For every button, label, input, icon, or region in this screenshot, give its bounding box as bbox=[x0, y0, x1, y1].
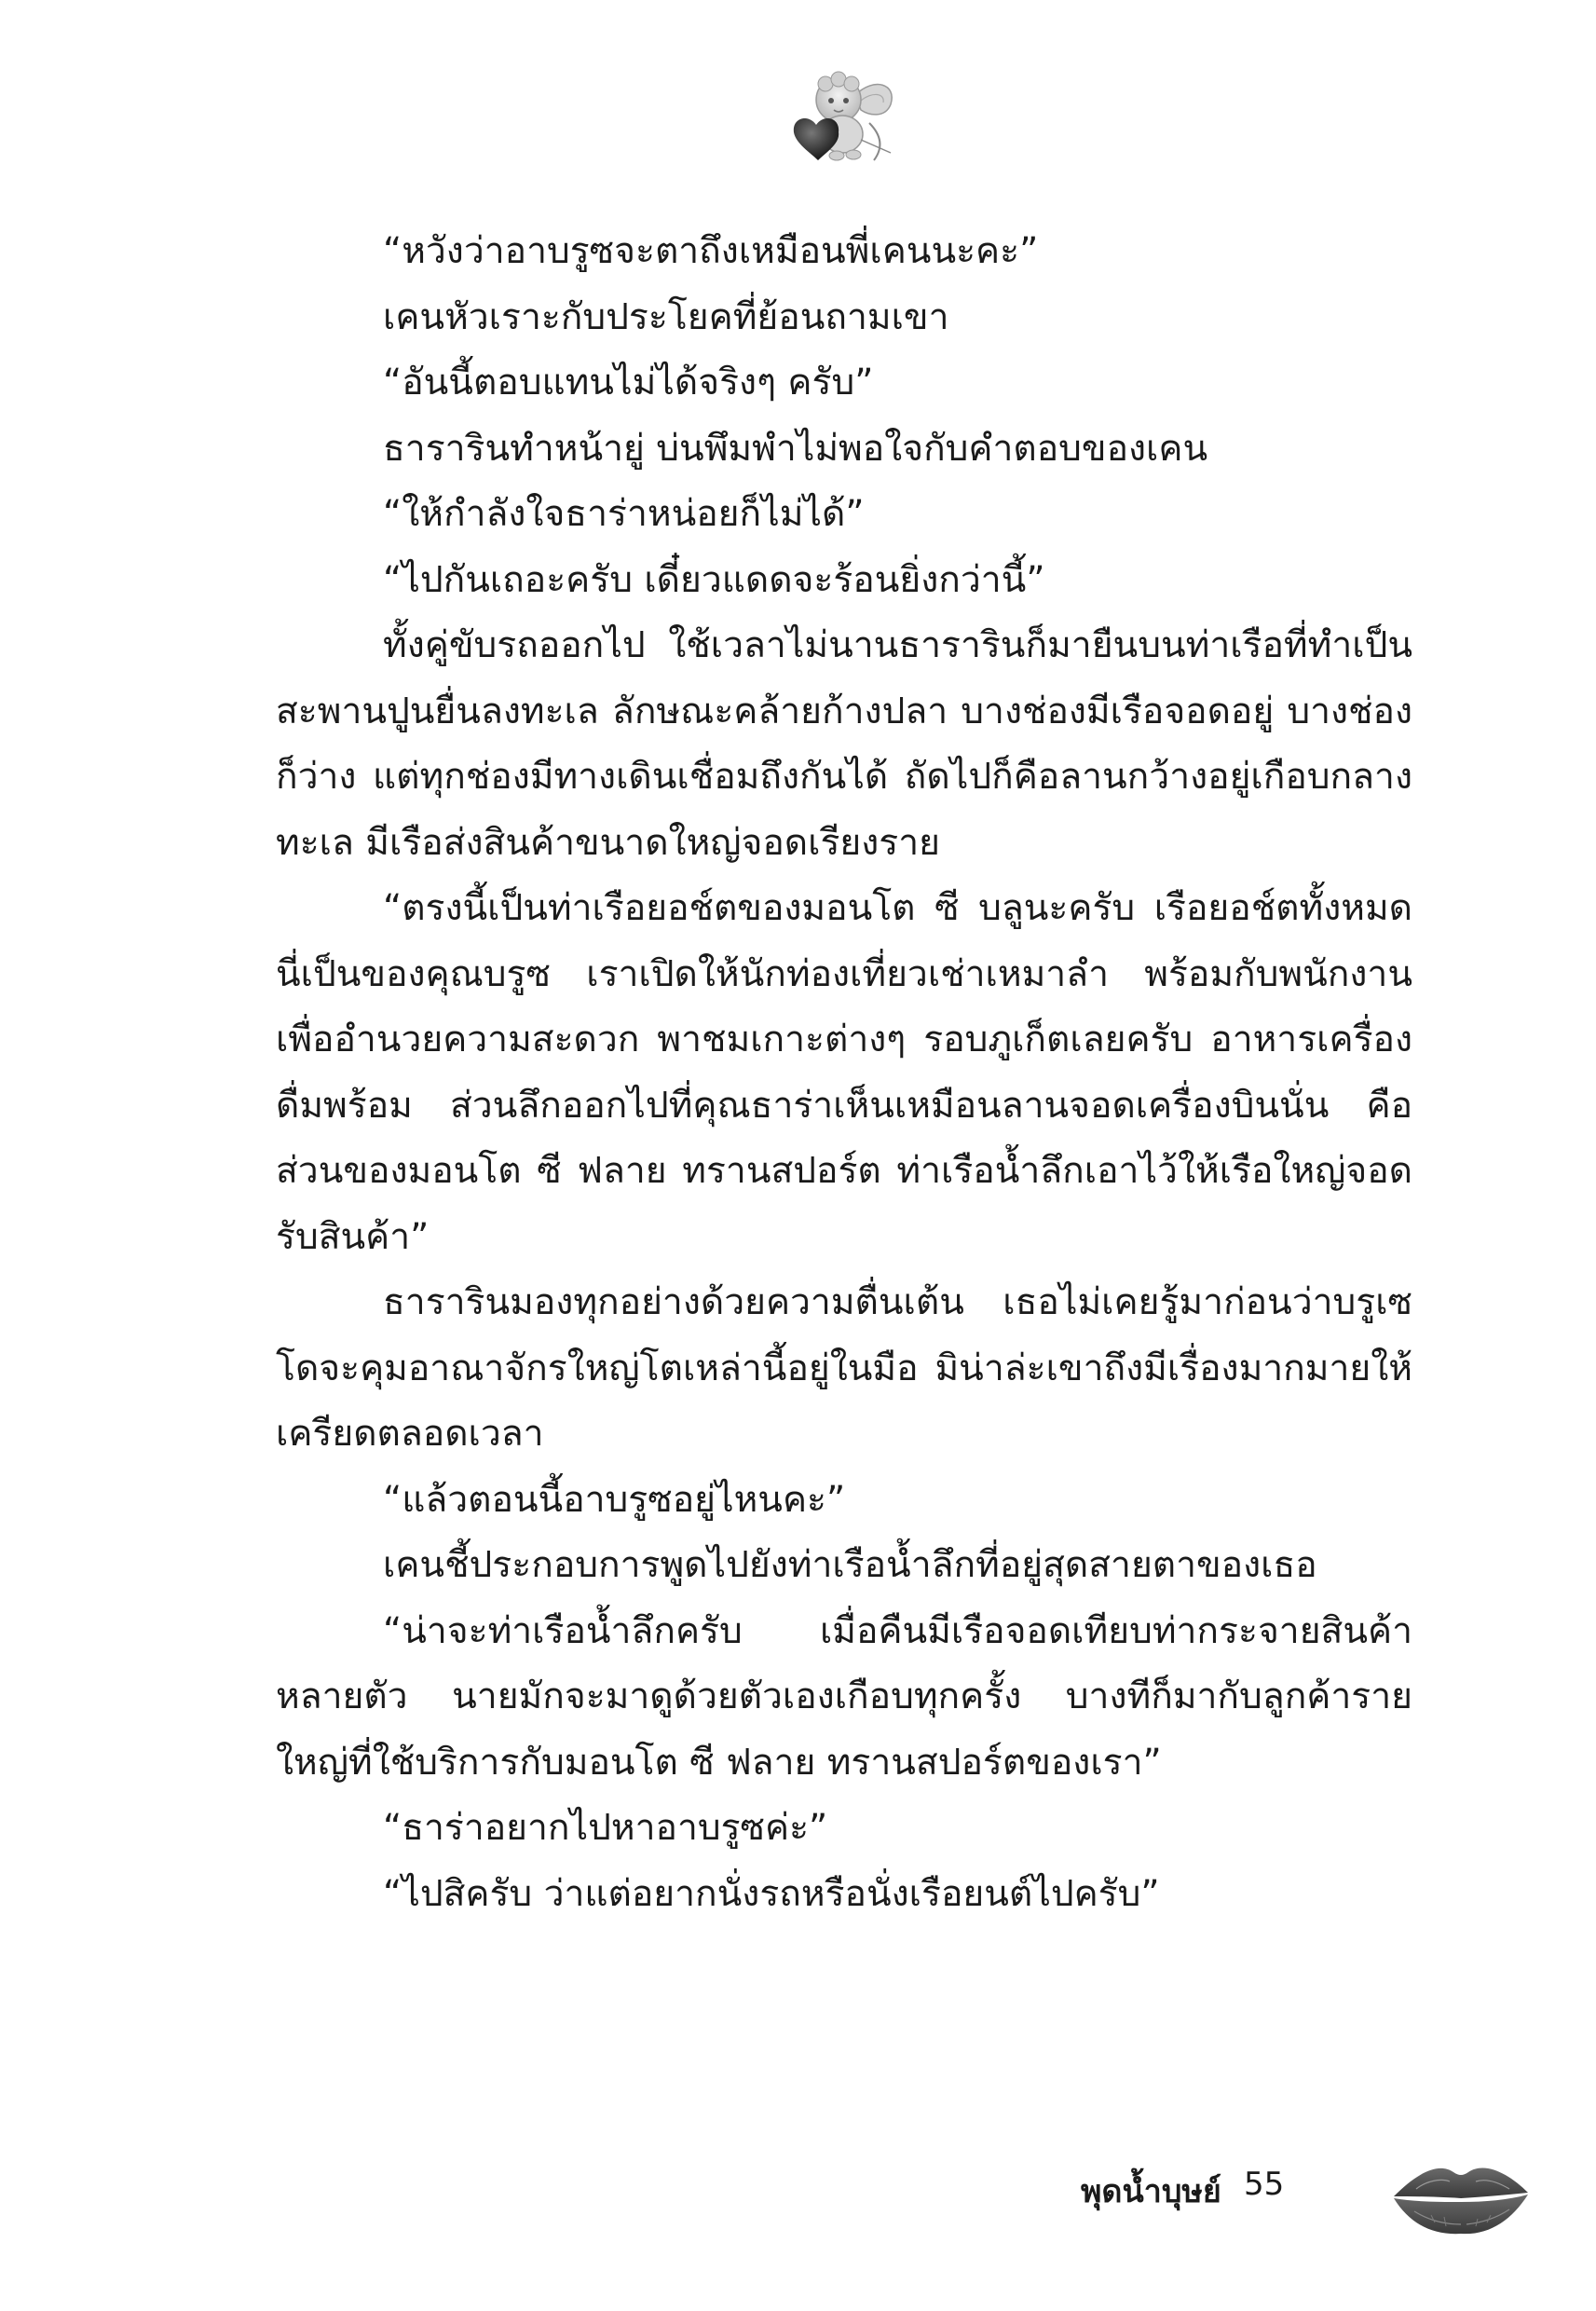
paragraph: “น่าจะท่าเรือน้ำลึกครับ เมื่อคืนมีเรือจอดเทียบท่ากระจายสินค้าหลายตัว นายมักจะมาดูด้วยตัวเองเกือบทุกครั้ง บางทีก็มากับลูกค้ารายใหญ่ที่ใช้บริการกับมอนโต ซี ฟลาย ทรานสปอร์ตของเรา” bbox=[276, 1609, 1412, 1784]
paragraph: “ไปกันเถอะครับ เดี๋ยวแดดจะร้อนยิ่งกว่านี้” bbox=[383, 558, 1045, 601]
paragraph: เคนหัวเราะกับประโยคที่ย้อนถามเขา bbox=[383, 295, 949, 338]
story-text bbox=[276, 219, 1412, 1927]
page-footer bbox=[1081, 2143, 1547, 2246]
book-title: พุดน้ำบุษย์ bbox=[1081, 2173, 1221, 2210]
paragraph: “ให้กำลังใจธาร่าหน่อยก็ไม่ได้” bbox=[383, 493, 865, 535]
paragraph: “ไปสิครับ ว่าแต่อยากนั่งรถหรือนั่งเรือยนต์ไปครับ” bbox=[383, 1872, 1160, 1915]
paragraph: ธารารินมองทุกอย่างด้วยความตื่นเต้น เธอไม่เคยรู้มาก่อนว่าบรูเซโดจะคุมอาณาจักรใหญ่โตเหล่านี้อยู่ในมือ มิน่าล่ะเขาถึงมีเรื่องมากมายให้เครียดตลอดเวลา bbox=[276, 1281, 1412, 1455]
lips-icon bbox=[1388, 2148, 1533, 2241]
cupid-with-heart-icon bbox=[781, 67, 902, 170]
page-number: 55 bbox=[1244, 2166, 1285, 2203]
paragraph: “หวังว่าอาบรูซจะตาถึงเหมือนพี่เคนนะคะ” bbox=[383, 230, 1039, 272]
paragraph: “ตรงนี้เป็นท่าเรือยอช์ตของมอนโต ซี บลูนะครับ เรือยอช์ตทั้งหมดนี่เป็นของคุณบรูซ เราเปิดให้นักท่องเที่ยวเช่าเหมาลำ พร้อมกับพนักงานเพื่ออำนวยความสะดวก พาชมเกาะต่างๆ รอบภูเก็ตเลยครับ อาหารเครื่องดื่มพร้อม ส่วนลึกออกไปที่คุณธาร่าเห็นเหมือนลานจอดเครื่องบินนั่น คือส่วนของมอนโต ซี ฟลาย ทรานสปอร์ต ท่าเรือน้ำลึกเอาไว้ให้เรือใหญ่จอดรับสินค้า” bbox=[276, 887, 1412, 1258]
paragraph: ทั้งคู่ขับรถออกไป ใช้เวลาไม่นานธารารินก็มายืนบนท่าเรือที่ทำเป็นสะพานปูนยื่นลงทะเล ลักษณะคล้ายก้างปลา บางช่องมีเรือจอดอยู่ บางช่องก็ว่าง แต่ทุกช่องมีทางเดินเชื่อมถึงกันได้ ถัดไปก็คือลานกว้างอยู่เกือบกลางทะเล มีเรือส่งสินค้าขนาดใหญ่จอดเรียงราย bbox=[276, 624, 1412, 864]
paragraph: เคนชี้ประกอบการพูดไปยังท่าเรือน้ำลึกที่อยู่สุดสายตาของเธอ bbox=[383, 1544, 1317, 1586]
paragraph: “อันนี้ตอบแทนไม่ได้จริงๆ ครับ” bbox=[383, 362, 874, 403]
paragraph: “ธาร่าอยากไปหาอาบรูซค่ะ” bbox=[383, 1807, 828, 1849]
paragraph: ธารารินทำหน้ายู่ บ่นพึมพำไม่พอใจกับคำตอบของเคน bbox=[383, 427, 1208, 470]
paragraph: “แล้วตอนนี้อาบรูซอยู่ไหนคะ” bbox=[383, 1478, 846, 1521]
